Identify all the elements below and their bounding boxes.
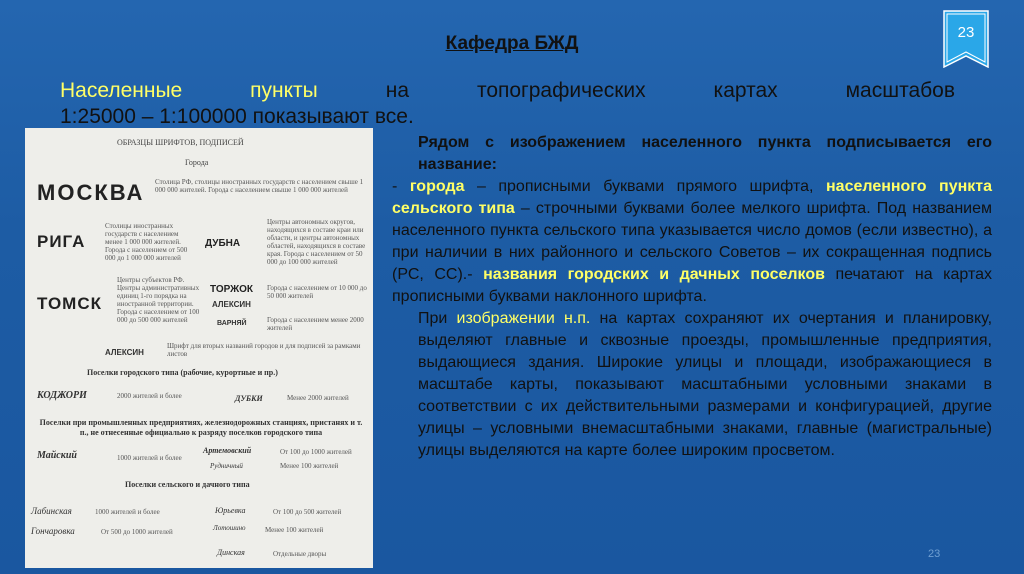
varniy-description: Города с населением менее 2000 жителей — [267, 316, 364, 332]
dubki-description: Менее 2000 жителей — [287, 394, 349, 402]
heading-rest: на топографических картах масштабов — [317, 79, 955, 102]
paragraph-depiction — [380, 308, 992, 462]
heading-line2: 1:25000 – 1:100000 показывают все. — [60, 105, 414, 128]
font-samples-image — [25, 128, 373, 568]
term-cities: города — [409, 178, 465, 195]
samples-title: ОБРАЗЦЫ ШРИФТОВ, ПОДПИСЕЙ — [117, 138, 244, 147]
section-rural: Поселки сельского и дачного типа — [125, 480, 250, 489]
sample-varniy: ВАРНЯЙ — [217, 320, 247, 327]
sample-aleksin-2: АЛЕКСИН — [105, 348, 144, 357]
sample-aleksin: АЛЕКСИН — [212, 300, 251, 309]
torzhok-description: Города с населением от 10 000 до 50 000 жителей — [267, 284, 367, 300]
p2-text-3: печатают на картах прописными буквами наклонного шрифта. — [392, 266, 992, 305]
lotoshino-description: Менее 100 жителей — [265, 526, 324, 534]
p3-text-2: на картах сохраняют их очертания и планировку, выделяют главные и сквозные проезды, промышленные предприятия, выдающиеся здания. Широкие улицы и площади, изображающиеся в масштабе карты, показывают масштабными условными знаками в соответствии с их действительными размерами и конфигурацией, другие улицы – условными внемасштабными знаками, главные (магистральные) улицы выделяются на карте более широким просветом. — [418, 310, 993, 459]
p2-text-1: – прописными буквами прямого шрифта, — [464, 178, 826, 195]
aleksin2-description: Шрифт для вторых названий городов и для подписей за рамками листов — [167, 342, 361, 358]
sample-dinskaya: Динская — [217, 548, 245, 557]
sample-moscow: МОСКВА — [37, 180, 145, 205]
tomsk-description: Центры субъектов РФ. Центры административных единиц 1-го порядка на иностранной территории. Города с населением от 100 000 до 500 000 жителей — [117, 276, 200, 324]
dinskaya-description: Отдельные дворы — [273, 550, 327, 558]
sample-mayskiy: Майский — [37, 450, 77, 461]
sample-labinskaya: Лабинская — [31, 506, 72, 516]
rudnichniy-description: Менее 100 жителей — [280, 462, 339, 470]
sample-dubna: ДУБНА — [205, 238, 241, 249]
riga-description: Столицы иностранных государств с населением менее 1 000 000 жителей. Города с населением от 500 000 до 1 000 000 жителей — [105, 222, 188, 262]
sample-riga: РИГА — [37, 232, 86, 251]
dubna-description: Центры автономных округов, находящихся в составе краи или области, и центры автономных областей, находящихся в составе края. Города с населением от 50 000 до 100 000 жителей — [267, 218, 366, 266]
term-depiction: изображении н.п. — [456, 310, 591, 327]
badge-number: 23 — [957, 24, 975, 41]
sample-tomsk: ТОМСК — [37, 294, 102, 313]
term-urban-settlements: названия городских и дачных поселков — [483, 266, 825, 283]
sample-artemovskiy: Артемовский — [203, 446, 252, 455]
p2-text-2: – строчными буквами более мелкого шрифта. Под названием населенного пункта сельского типа указывается число домов (если известно), а при наличии в них районного и сельского Советов – их сокращенная подпись (РС, СС).- — [392, 200, 992, 283]
sample-goncharovka: Гончаровка — [31, 526, 75, 536]
kodzhori-description: 2000 жителей и более — [117, 392, 182, 400]
p3-text-1: При — [418, 310, 457, 327]
sample-dubki: ДУБКИ — [235, 394, 263, 403]
sample-kodzhori: КОДЖОРИ — [37, 390, 87, 401]
artemovskiy-description: От 100 до 1000 жителей — [280, 448, 352, 456]
section-cities: Города — [185, 158, 209, 167]
yuryevka-description: От 100 до 500 жителей — [273, 508, 342, 516]
term-rural-settlement: населенного пункта сельского типа — [392, 178, 993, 217]
labinskaya-description: 1000 жителей и более — [95, 508, 160, 516]
slide-heading — [60, 78, 955, 130]
sample-yuryevka: Юрьевка — [215, 506, 246, 515]
body-text — [380, 132, 992, 462]
heading-accent: Населенные пункты — [60, 79, 318, 102]
sample-rudnichniy: Рудничный — [210, 462, 243, 470]
slide-number-badge — [943, 10, 989, 68]
section-industrial: Поселки при промышленных предприятиях, железнодорожных станциях, пристанях и т. п., не отнесенные официально к разряду поселков городского типа — [39, 418, 363, 437]
mayskiy-description: 1000 жителей и более — [117, 454, 182, 462]
page-number: 23 — [928, 548, 941, 560]
sample-torzhok: ТОРЖОК — [210, 284, 253, 295]
goncharovka-description: От 500 до 1000 жителей — [101, 528, 173, 536]
moscow-description: Столица РФ, столицы иностранных государств с населением свыше 1 000 000 жителей. Города с населением свыше 1 000 000 жителей — [155, 178, 364, 194]
p2-dash: - — [392, 178, 410, 195]
section-urban: Поселки городского типа (рабочие, курортные и пр.) — [87, 368, 278, 377]
sample-lotoshino: Лотошино — [213, 524, 246, 532]
department-title: Кафедра БЖД — [445, 33, 579, 54]
paragraph-intro: Рядом с изображением населенного пункта подписывается его название: — [418, 134, 992, 173]
paragraph-font-rules — [380, 176, 992, 308]
